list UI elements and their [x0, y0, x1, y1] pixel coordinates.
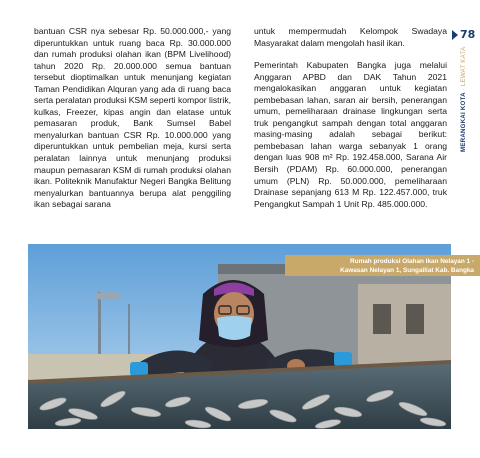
triangle-marker-icon — [452, 30, 458, 40]
caption-line: Kawasan Nelayan 1, Sungailiat Kab. Bangka — [340, 267, 474, 274]
page-number: 78 — [460, 28, 476, 41]
right-text-column — [254, 26, 447, 221]
left-text-column — [34, 26, 231, 222]
page-number-marker — [452, 28, 475, 41]
paragraph: bantuan CSR nya sebesar Rp. 50.000.000,- yang diperuntukkan untuk ruang baca Rp. 30.000.000 dan rumah produksi olahan ikan (BPM Livelihood) tahun 2020 Rp. 20.000.000 semua bantuan tersebut dioptimalkan untuk menunjang kegiatan Taman Pendidikan Alquran yang ada di ruang baca serta peralatan produksi KSM seperti kompor listrik, kulkas, Freezer, kipas angin dan elatase untuk pemasaran produk, Bank Sumsel Babel menyalurkan bantuan CSR Rp. 10.000.000 yang diperuntukkan untuk pembelian meja, kursi serta peralatan lainnya untuk menunjang produksi maupun pemasaran KSM di rumah produksi olahan ikan. Politeknik Manufaktur Negeri Bangka Belitung menyalurkan bantuannya berupa alat penggiling ikan sebagai sarana — [34, 26, 231, 210]
paragraph: untuk mempermudah Kelompok Swadaya Masyarakat dalam mengolah hasil ikan. — [254, 26, 447, 48]
section-title: MERANGKAI KOTA — [460, 92, 467, 152]
caption-line: Rumah produksi Olahan Ikan Nelayan 1 - — [350, 258, 474, 265]
running-section-label — [460, 47, 467, 152]
paragraph: Pemerintah Kabupaten Bangka juga melalui Anggaran APBD dan DAK Tahun 2021 mengalokasikan anggaran untuk kegiatan pembebasan lahan, saran air bersih, penerangan umum, pemeliharaan drainase lingkungan serta truk pengangkut sampah dengan total anggaran masing-masing adalah sebagai berikut: pembebasan lahan warga sebanyak 1 orang dengan luas 908 m² Rp. 192.458.000, Sarana Air Bersih (PDAM) Rp. 60.000.000, penerangan umum (PLN) Rp. 50.000.000, pemeliharaan Drainase sepanjang 613 M Rp. 122.457.000, truk Pengangkut Sampah 1 Unit Rp. 485.000.000. — [254, 60, 447, 209]
photo-caption — [285, 255, 480, 276]
section-subtitle: · LEWAT KATA — [460, 46, 467, 91]
